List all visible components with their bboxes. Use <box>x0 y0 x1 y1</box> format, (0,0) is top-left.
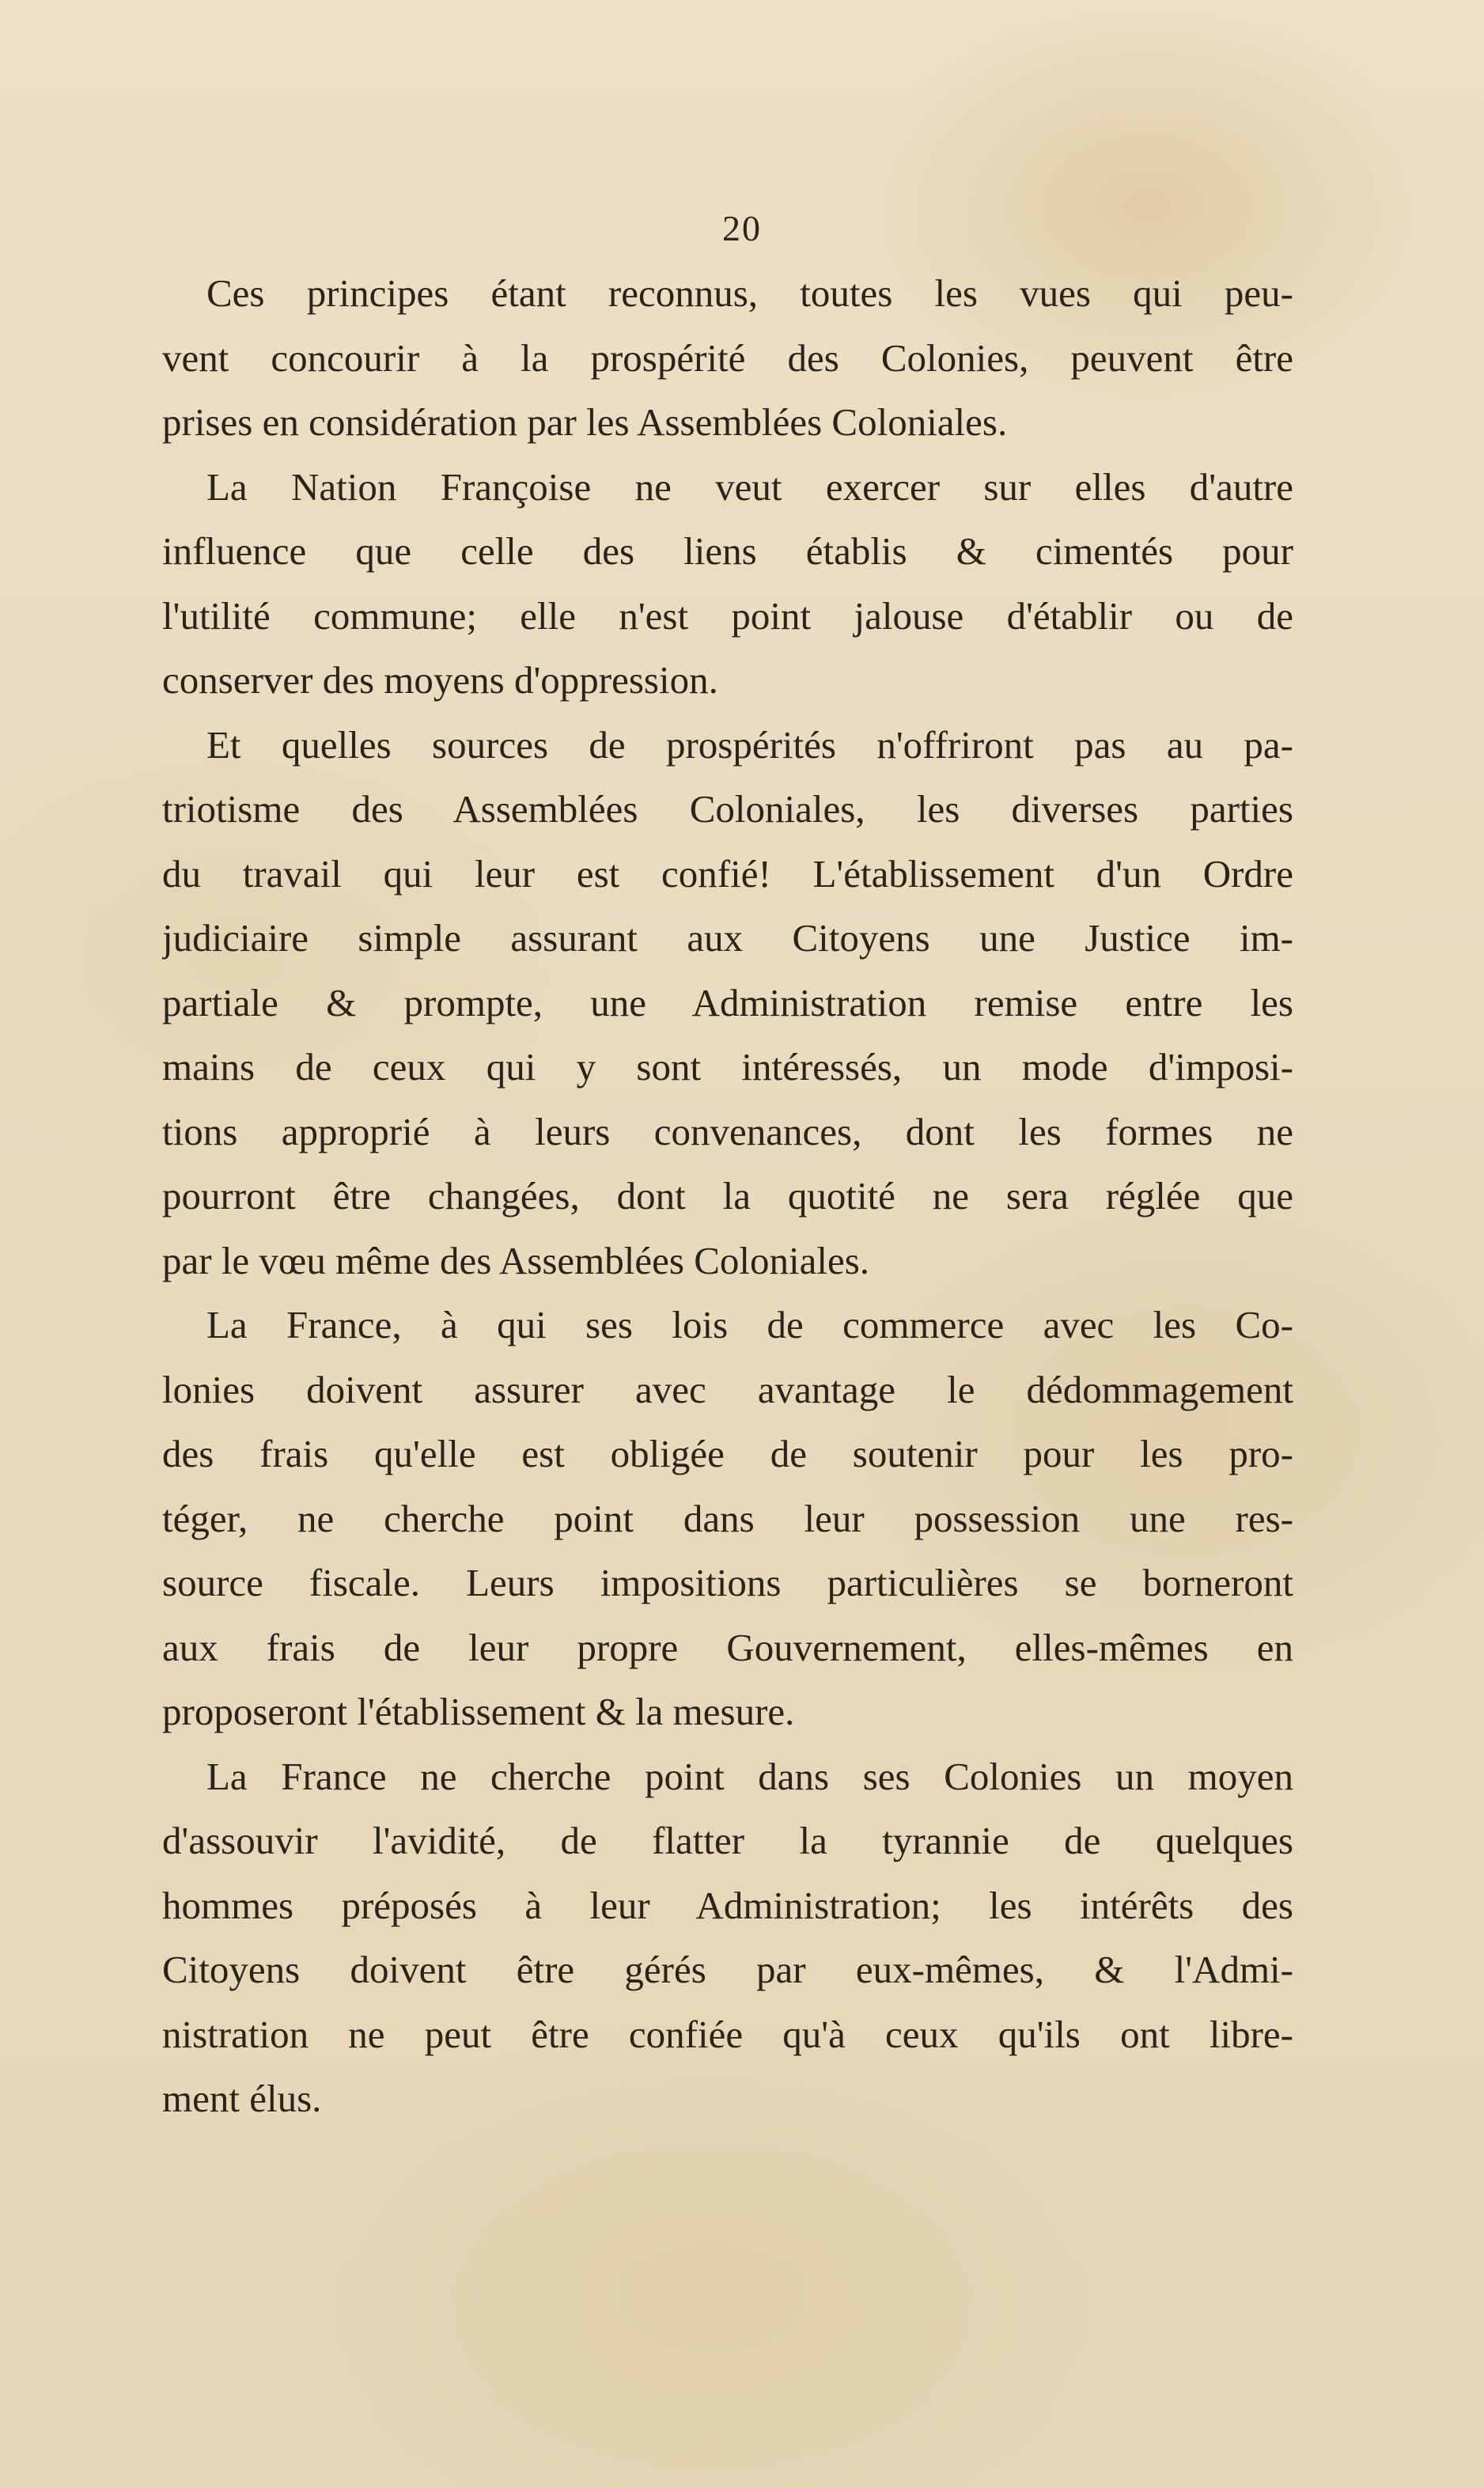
text-line: La France ne cherche point dans ses Colonies un moyen <box>206 1754 1293 1798</box>
paragraph-5 <box>162 1744 1293 2131</box>
text-line: prises en considération par les Assemblées Coloniales. <box>162 400 1008 444</box>
text-line: par le vœu même des Assemblées Coloniales. <box>162 1238 870 1282</box>
text-line: ment élus. <box>162 2077 322 2120</box>
text-line: conserver des moyens d'oppression. <box>162 658 718 702</box>
text-line: influence que celle des liens établis & cimentés pour <box>162 529 1293 573</box>
text-line: triotisme des Assemblées Coloniales, les diverses parties <box>162 787 1293 831</box>
text-line: Citoyens doivent être gérés par eux-mêmes, & l'Admi- <box>162 1948 1293 1991</box>
text-line: aux frais de leur propre Gouvernement, elles-mêmes en <box>162 1625 1293 1669</box>
text-line: des frais qu'elle est obligée de soutenir pour les pro- <box>162 1432 1293 1475</box>
text-line: d'assouvir l'avidité, de flatter la tyrannie de quelques <box>162 1819 1293 1862</box>
text-line: pourront être changées, dont la quotité ne sera réglée que <box>162 1174 1293 1217</box>
text-line: du travail qui leur est confié! L'établissement d'un Ordre <box>162 851 1293 896</box>
body-text <box>162 261 1293 2131</box>
text-line: Ces principes étant reconnus, toutes les vues qui peu- <box>206 271 1293 315</box>
text-line: proposeront l'établissement & la mesure. <box>162 1690 795 1733</box>
page-number: 20 <box>722 208 762 248</box>
text-line: hommes préposés à leur Administration; les intérêts des <box>162 1883 1293 1927</box>
text-line: téger, ne cherche point dans leur possession une res- <box>162 1496 1293 1540</box>
text-line: vent concourir à la prospérité des Colonies, peuvent être <box>162 335 1293 380</box>
text-line: l'utilité commune; elle n'est point jalouse d'établir ou de <box>162 593 1293 638</box>
paragraph-2 <box>162 455 1293 713</box>
text-line: judiciaire simple assurant aux Citoyens une Justice im- <box>162 916 1293 960</box>
text-line: La Nation Françoise ne veut exercer sur elles d'autre <box>206 464 1293 509</box>
text-line: nistration ne peut être confiée qu'à ceux qu'ils ont libre- <box>162 2012 1293 2056</box>
text-line: source fiscale. Leurs impositions particulières se borneront <box>162 1561 1293 1604</box>
paragraph-3 <box>162 713 1293 1293</box>
text-line: partiale & prompte, une Administration remise entre les <box>162 980 1293 1024</box>
paragraph-4 <box>162 1293 1293 1744</box>
text-line: Et quelles sources de prospérités n'offriront pas au pa- <box>206 722 1293 767</box>
text-line: La France, à qui ses lois de commerce avec les Co- <box>206 1303 1293 1346</box>
paragraph-1 <box>162 261 1293 455</box>
text-line: mains de ceux qui y sont intéressés, un mode d'imposi- <box>162 1045 1293 1089</box>
text-line: lonies doivent assurer avec avantage le dédommagement <box>162 1367 1293 1411</box>
text-line: tions approprié à leurs convenances, dont les formes ne <box>162 1109 1293 1153</box>
